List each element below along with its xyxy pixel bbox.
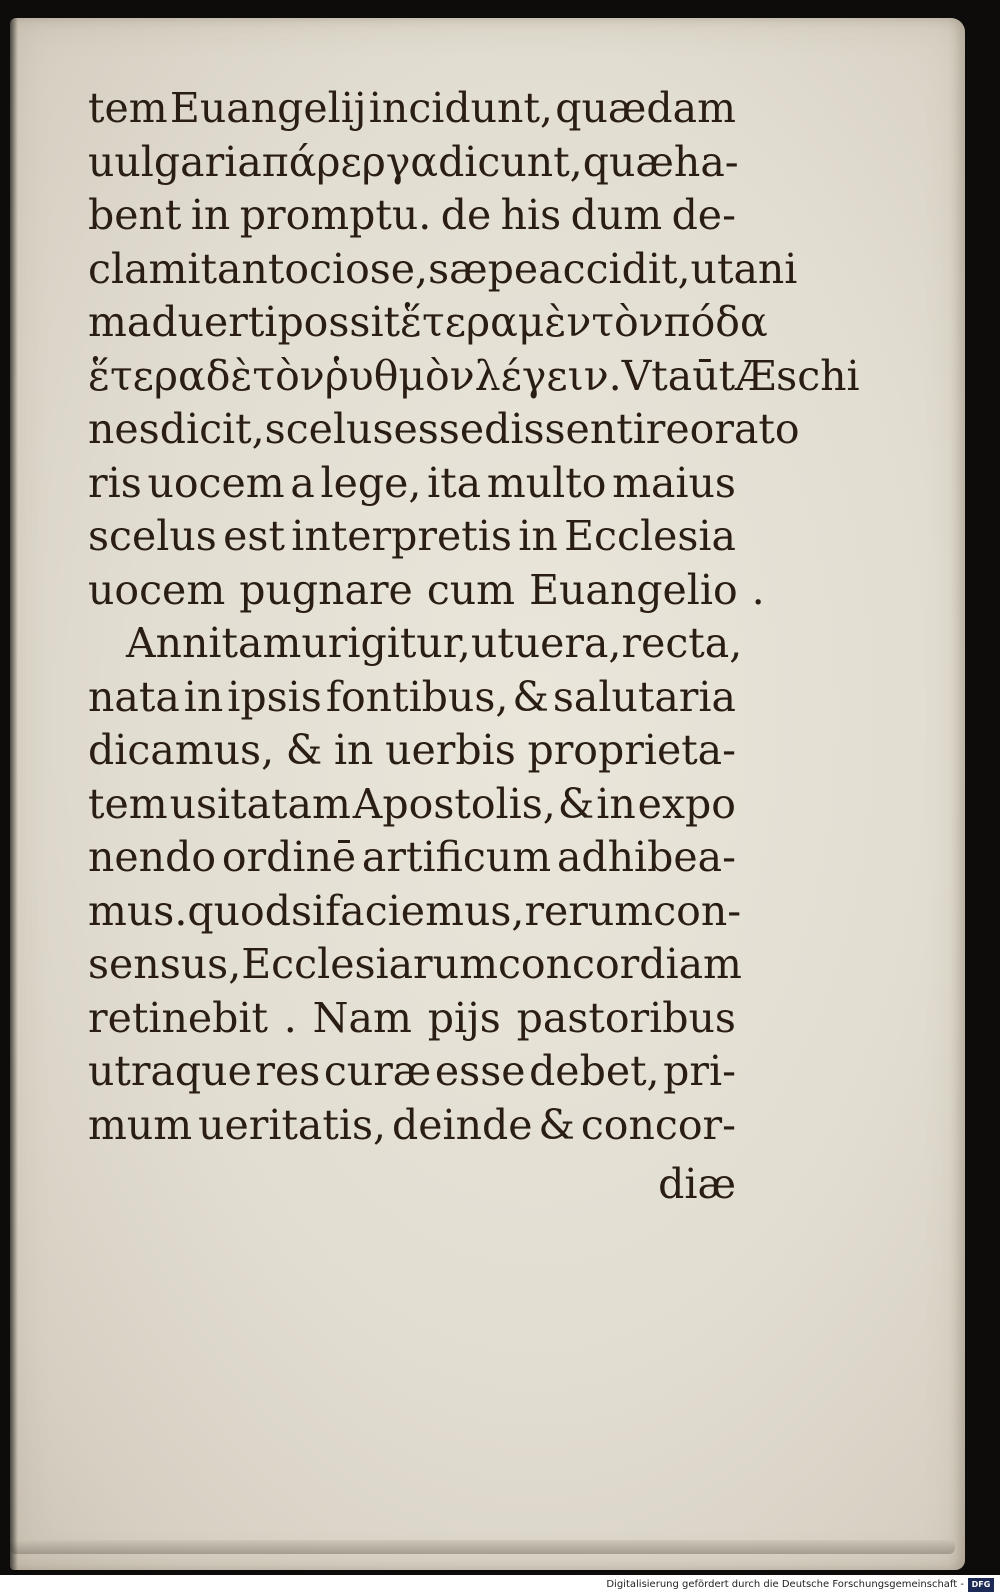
text-line [88, 243, 798, 297]
word: cum [426, 565, 516, 614]
word: faciemus, [325, 886, 525, 935]
page-edge [10, 1540, 955, 1554]
word: esse [434, 1047, 526, 1095]
word: τὸν [252, 351, 325, 400]
page-text [88, 82, 860, 1212]
word: scelus [88, 512, 217, 560]
word: & [557, 779, 595, 828]
word: artificum [361, 833, 552, 881]
word: sensus, [88, 940, 242, 988]
word: quæ [582, 137, 674, 186]
dfg-logo-icon: DFG [968, 1578, 994, 1592]
word: maius [612, 458, 736, 507]
text-line [88, 296, 768, 350]
word: orato [689, 405, 800, 453]
word: τὸν [591, 298, 664, 346]
word: debet, [529, 1047, 660, 1095]
text-line [88, 992, 736, 1046]
word: Apostolis, [352, 779, 556, 828]
word: ut [690, 244, 734, 293]
text-line [88, 403, 800, 457]
word: nata [88, 672, 180, 721]
word: aūt [667, 351, 736, 400]
word: in [183, 672, 224, 721]
word: Ecclesia [564, 512, 736, 560]
word: proprieta- [527, 726, 736, 774]
word: mus. [88, 886, 188, 935]
word: uera, [513, 619, 622, 667]
word: accidit, [538, 244, 691, 293]
word: ris [88, 458, 142, 507]
word: retinebit [88, 993, 268, 1042]
word: Ecclesiarum [241, 940, 498, 988]
word: ani [733, 244, 798, 293]
footer-bar [0, 1575, 1000, 1596]
word: utraque [88, 1047, 252, 1095]
word: incidunt, [368, 84, 553, 132]
text-line [88, 1045, 736, 1099]
word: uocem [147, 458, 285, 507]
word: . [283, 993, 297, 1042]
word: esse [393, 405, 485, 453]
word: in [190, 191, 231, 239]
word: multo [486, 458, 607, 507]
word: uerbis [385, 726, 516, 774]
word: . [751, 565, 765, 614]
word: igitur, [347, 619, 471, 667]
word: scelus [264, 405, 394, 453]
text-line [88, 564, 765, 618]
word: nendo [88, 833, 217, 881]
word: πάρεργα [261, 137, 439, 186]
word: concordiam [497, 940, 742, 988]
word: maduerti [88, 298, 278, 346]
word: μὲν [517, 298, 592, 346]
word: con- [653, 886, 742, 935]
text-line [88, 724, 736, 778]
word: ociose, [284, 244, 429, 293]
text-line [88, 938, 742, 992]
word: mum [88, 1100, 193, 1149]
word: est [223, 512, 285, 560]
word: dissentire [484, 405, 690, 453]
word: expo [637, 779, 736, 828]
word: ordinē [221, 833, 357, 881]
word: ueritatis, [198, 1100, 387, 1149]
word: ἕτερα [88, 351, 206, 400]
word: quædam [555, 84, 736, 132]
word: bent [88, 191, 182, 239]
word: tem [88, 779, 168, 828]
text-line [88, 1099, 736, 1153]
word: quod [187, 886, 291, 935]
word: deinde [391, 1100, 533, 1149]
word: dum [570, 191, 663, 239]
word: pri- [663, 1047, 736, 1095]
spine-shadow [0, 0, 18, 1596]
text-line [88, 617, 743, 671]
word: Euangelio [529, 565, 738, 614]
word: uocem [88, 565, 226, 614]
catchword: diæ [658, 1160, 736, 1208]
word: concor- [580, 1100, 736, 1149]
word: promptu. [239, 191, 432, 239]
word: λέγειν. [474, 351, 622, 400]
word: interpretis [291, 512, 512, 560]
word: adhibea- [556, 833, 736, 881]
word: in [333, 726, 374, 774]
word: ut [470, 619, 514, 667]
catchword-line [88, 1158, 736, 1212]
word: δὲ [205, 351, 253, 400]
word: pijs [427, 993, 501, 1042]
text-line [88, 671, 736, 725]
text-line [88, 457, 736, 511]
word: nes [88, 405, 160, 453]
word: Euangelij [169, 84, 367, 132]
word: in [596, 779, 636, 828]
word: a [290, 458, 315, 507]
word: salutaria [552, 672, 736, 721]
word: pastoribus [516, 993, 736, 1042]
word: clamitant [88, 244, 285, 293]
word: usitatam [169, 779, 351, 828]
text-line [88, 189, 736, 243]
text-line [88, 510, 736, 564]
footer-credit: Digitalisierung gefördert durch die Deutsche Forschungsgemeinschaft - [606, 1579, 964, 1590]
word: res [255, 1047, 321, 1095]
word: in [518, 512, 558, 560]
word: ῥυθμὸν [324, 351, 475, 400]
word: de [440, 191, 492, 239]
word: curæ [323, 1047, 432, 1095]
word: Annitamur [126, 619, 348, 667]
word: & [538, 1100, 575, 1149]
word: sæpe [428, 244, 539, 293]
text-line [88, 885, 742, 939]
word: lege, [320, 458, 422, 507]
word: fontibus, [325, 672, 509, 721]
text-line [88, 136, 739, 190]
word: Vt [621, 351, 668, 400]
word: recta, [621, 619, 743, 667]
word: Nam [312, 993, 412, 1042]
text-line [88, 778, 736, 832]
word: Æschi [735, 351, 860, 400]
text-line [88, 350, 860, 404]
word: uulgaria [88, 137, 262, 186]
word: πόδα [663, 298, 768, 346]
text-line [88, 831, 736, 885]
word: dicamus, [88, 726, 275, 774]
text-line [88, 82, 736, 136]
word: ita [427, 458, 482, 507]
word: de- [671, 191, 736, 239]
word: & [285, 726, 323, 774]
word: rerum [524, 886, 654, 935]
word: & [512, 672, 549, 721]
word: his [500, 191, 562, 239]
word: dicit, [159, 405, 265, 453]
word: ha- [673, 137, 739, 186]
word: dicunt, [438, 137, 583, 186]
word: pugnare [239, 565, 413, 614]
word: si [290, 886, 326, 935]
word: ἕτερα [400, 298, 518, 346]
word: possit [277, 298, 401, 346]
word: ipsis [227, 672, 322, 721]
word: tem [88, 84, 168, 132]
